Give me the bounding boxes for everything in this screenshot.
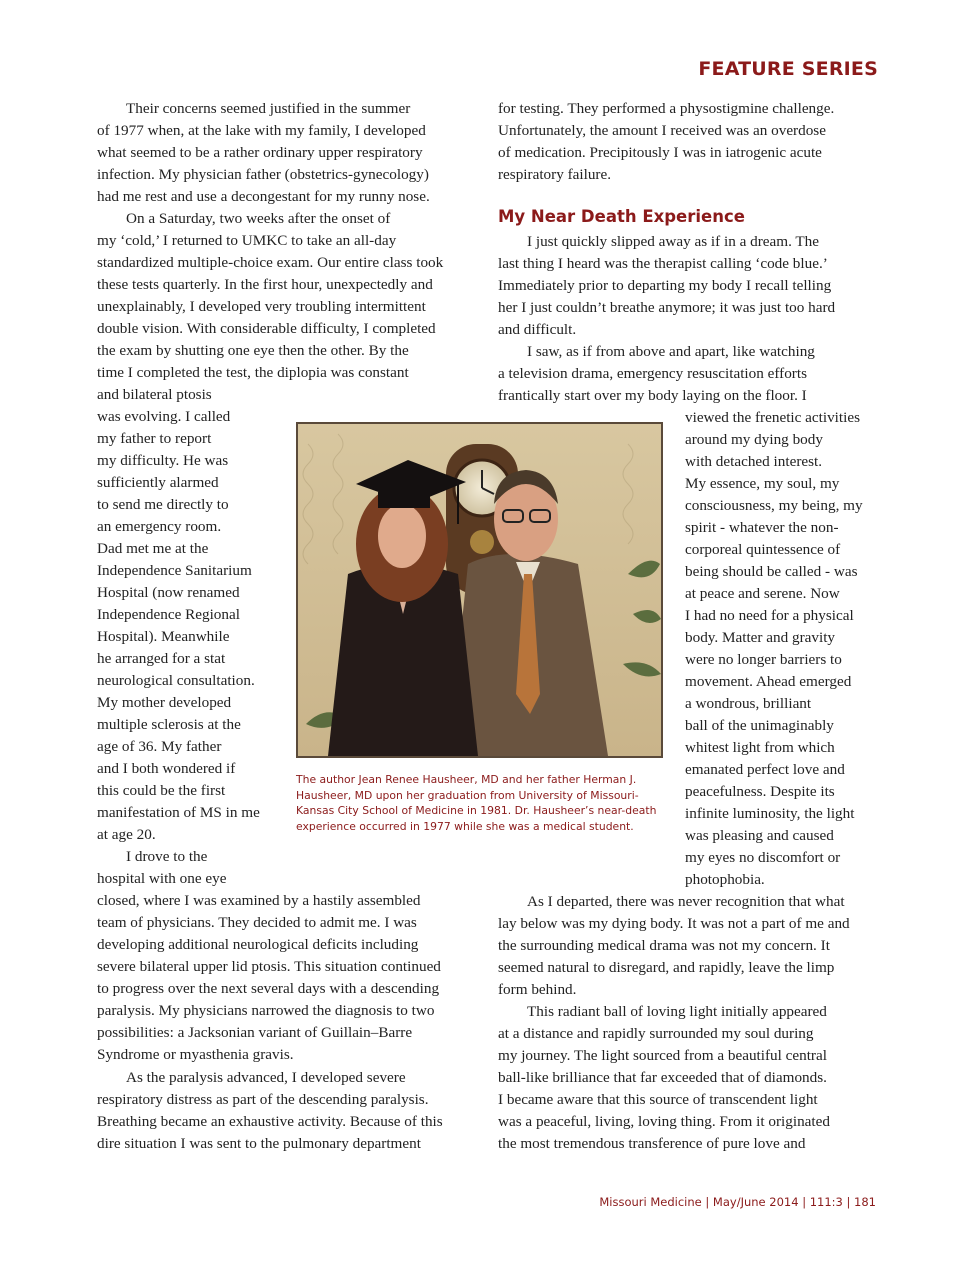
text-line: for testing. They performed a physostigmine challenge. [498,100,835,117]
text-line: Syndrome or myasthenia gravis. [97,1046,294,1063]
text-line: peacefulness. Despite its [685,783,835,800]
text-line: my difficulty. He was [97,452,229,469]
text-line: my ‘cold,’ I returned to UMKC to take an all-day [97,232,397,249]
text-line: standardized multiple-choice exam. Our entire class took [97,254,444,271]
text-line: On a Saturday, two weeks after the onset of [126,210,391,227]
text-line: her I just couldn’t breathe anymore; it was just too hard [498,299,836,316]
text-line: to send me directly to [97,496,229,513]
text-line: form behind. [498,981,577,998]
text-line: possibilities: a Jacksonian variant of Guillain–Barre [97,1024,413,1041]
text-line: I had no need for a physical [685,607,854,624]
section-header: FEATURE SERIES [698,58,878,80]
text-line: he arranged for a stat [97,650,226,667]
text-line: was evolving. I called [97,408,231,425]
text-line: Independence Sanitarium [97,562,252,579]
text-line: ball of the unimaginably [685,717,834,734]
text-line: what seemed to be a rather ordinary upper respiratory [97,144,423,161]
text-line: I saw, as if from above and apart, like watching [527,343,815,360]
text-line: corporeal quintessence of [685,541,841,558]
text-line: infection. My physician father (obstetrics-gynecology) [97,166,429,183]
text-line: and I both wondered if [97,760,236,777]
caption-line: Kansas City School of Medicine in 1981. Dr. Hausheer’s near-death [296,804,657,817]
text-line: dire situation I was sent to the pulmonary department [97,1135,421,1152]
text-line: I drove to the [126,848,208,865]
text-line: respiratory distress as part of the descending paralysis. [97,1091,429,1108]
text-line: spirit - whatever the non- [685,519,839,536]
text-line: My mother developed [97,694,232,711]
text-line: As the paralysis advanced, I developed severe [126,1069,406,1086]
text-line: a wondrous, brilliant [685,695,812,712]
text-line: photophobia. [685,871,765,888]
text-line: this could be the first [97,782,226,799]
text-line: neurological consultation. [97,672,255,689]
text-line: body. Matter and gravity [685,629,836,646]
text-line: infinite luminosity, the light [685,805,855,822]
text-line: age of 36. My father [97,738,222,755]
text-line: of medication. Precipitously I was in iatrogenic acute [498,144,822,161]
text-line: Unfortunately, the amount I received was an overdose [498,122,826,139]
text-line: the most tremendous transference of pure love and [498,1135,806,1152]
text-line: my father to report [97,430,212,447]
graduation-photo [296,422,663,758]
text-line: team of physicians. They decided to admit me. I was [97,914,417,931]
text-line: the exam by shutting one eye then the other. By the [97,342,409,359]
text-line: movement. Ahead emerged [685,673,852,690]
text-line: closed, where I was examined by a hastily assembled [97,892,421,909]
text-line: at a distance and rapidly surrounded my soul during [498,1025,814,1042]
text-line: consciousness, my being, my [685,497,863,514]
text-line: I became aware that this source of transcendent light [498,1091,818,1108]
text-line: whitest light from which [685,739,835,756]
text-line: double vision. With considerable difficulty, I completed [97,320,436,337]
text-line: my journey. The light sourced from a beautiful central [498,1047,827,1064]
text-line: had me rest and use a decongestant for my runny nose. [97,188,430,205]
text-line: were no longer barriers to [685,651,842,668]
text-line: viewed the frenetic activities [685,409,860,426]
text-line: time I completed the test, the diplopia was constant [97,364,409,381]
text-line: respiratory failure. [498,166,612,183]
text-line: hospital with one eye [97,870,227,887]
text-line: As I departed, there was never recognition that what [527,893,845,910]
text-line: lay below was my dying body. It was not a part of me and [498,915,850,932]
text-line: being should be called - was [685,563,858,580]
text-line: was a peaceful, living, loving thing. From it originated [498,1113,830,1130]
text-line: and bilateral ptosis [97,386,212,403]
text-line: the surrounding medical drama was not my concern. It [498,937,830,954]
caption-line: The author Jean Renee Hausheer, MD and her father Herman J. [296,773,637,786]
text-line: to progress over the next several days with a descending [97,980,440,997]
text-line: seemed natural to disregard, and rapidly, leave the limp [498,959,835,976]
text-line: and difficult. [498,321,577,338]
caption-line: Hausheer, MD upon her graduation from University of Missouri- [296,788,639,802]
photo-caption [296,772,666,834]
text-line: Immediately prior to departing my body I recall telling [498,277,832,294]
text-line: around my dying body [685,431,823,448]
text-line: these tests quarterly. In the first hour, unexpectedly and [97,276,433,293]
section-subheading: My Near Death Experience [498,207,745,226]
text-line: I just quickly slipped away as if in a dream. The [527,233,820,250]
text-line: My essence, my soul, my [685,475,840,492]
text-line: a television drama, emergency resuscitation efforts [498,365,807,382]
text-line: paralysis. My physicians narrowed the diagnosis to two [97,1002,435,1019]
text-line: Breathing became an exhaustive activity. Because of this [97,1113,443,1130]
text-line: was pleasing and caused [685,827,834,844]
text-line: multiple sclerosis at the [97,716,241,733]
text-line: manifestation of MS in me [97,804,260,821]
text-line: with detached interest. [685,453,823,470]
text-line: of 1977 when, at the lake with my family, I developed [97,122,426,139]
text-line: emanated perfect love and [685,761,845,778]
page-footer: Missouri Medicine | May/June 2014 | 111:3 | 181 [599,1195,876,1209]
text-line: Dad met me at the [97,540,209,557]
text-line: last thing I heard was the therapist calling ‘code blue.’ [498,255,828,272]
text-line: sufficiently alarmed [97,474,219,491]
text-line: at peace and serene. Now [685,585,840,602]
text-line: an emergency room. [97,518,222,535]
text-line: Their concerns seemed justified in the summer [126,100,411,117]
text-line: frantically start over my body laying on the floor. I [498,387,807,404]
text-line: Independence Regional [97,606,240,623]
text-line: This radiant ball of loving light initially appeared [527,1003,827,1020]
text-line: developing additional neurological deficits including [97,936,419,953]
text-line: at age 20. [97,826,156,843]
text-line: unexplainably, I developed very troubling intermittent [97,298,426,315]
text-line: ball-like brilliance that far exceeded that of diamonds. [498,1069,827,1086]
text-line: severe bilateral upper lid ptosis. This situation continued [97,958,441,975]
text-line: Hospital (now renamed [97,584,240,601]
text-line: my eyes no discomfort or [685,849,841,866]
caption-line: experience occurred in 1977 while she was a medical student. [296,819,634,833]
text-line: Hospital). Meanwhile [97,628,230,645]
